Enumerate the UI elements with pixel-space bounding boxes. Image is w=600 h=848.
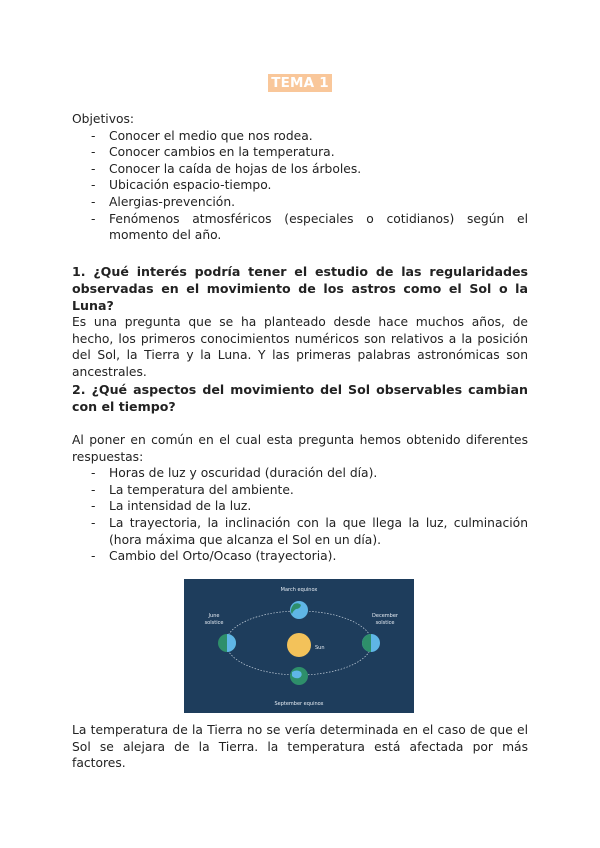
december-solstice-label-1: December (372, 613, 398, 619)
list-item: - Cambio del Orto/Ocaso (trayectoria). (72, 548, 528, 565)
earth-right-icon (362, 634, 380, 652)
list-item: - Conocer el medio que nos rodea. (72, 128, 528, 145)
objectives-section (72, 111, 528, 244)
june-solstice-label-1: June (208, 613, 220, 619)
objectives-list (72, 128, 528, 244)
question-1-answer: Es una pregunta que se ha planteado desde hace muchos años, de hecho, los primeros conocimientos numéricos son relativos a la posición del Sol, la Tierra y la Luna. Y las primeras palabras astronómicas son ancestrales. (72, 315, 528, 379)
earth-bottom-icon (290, 667, 308, 685)
earth-orbit-diagram (184, 579, 414, 713)
sun-icon (287, 633, 311, 657)
document-title: TEMA 1 (268, 74, 332, 92)
question-2-intro: Al poner en común en el cual esta pregunta hemos obtenido diferentes respuestas: (72, 433, 528, 464)
question-2-heading: 2. ¿Qué aspectos del movimiento del Sol observables cambian con el tiempo? (72, 382, 528, 414)
list-item: - Ubicación espacio-tiempo. (72, 177, 528, 194)
earth-top-icon (290, 601, 308, 619)
question-2-body (72, 432, 528, 565)
list-item: - Alergias-prevención. (72, 194, 528, 211)
december-solstice-label-2: solstice (375, 620, 395, 626)
earth-left-icon (218, 634, 236, 652)
orbit-svg (184, 579, 414, 713)
list-item: - La temperatura del ambiente. (72, 482, 528, 499)
september-equinox-label: September equinox (274, 701, 324, 707)
objectives-heading: Objetivos: (72, 112, 135, 126)
list-item: - Conocer cambios en la temperatura. (72, 144, 528, 161)
june-solstice-label-2: solstice (204, 620, 224, 626)
list-item: - Horas de luz y oscuridad (duración del día). (72, 465, 528, 482)
list-item: - La trayectoria, la inclinación con la que llega la luz, culminación (hora máxima que alcanza el Sol en un día). (72, 515, 528, 548)
list-item: - Conocer la caída de hojas de los árboles. (72, 161, 528, 178)
list-item: - Fenómenos atmosféricos (especiales o cotidianos) según el momento del año. (72, 211, 528, 244)
sun-label: Sun (315, 645, 325, 651)
list-item: - La intensidad de la luz. (72, 498, 528, 515)
march-equinox-label: March equinox (280, 587, 318, 593)
question-2-conclusion: La temperatura de la Tierra no se vería determinada en el caso de que el Sol se alejara de la Tierra. la temperatura está afectada por más factores. (72, 723, 528, 771)
question-2-list (72, 465, 528, 565)
question-1-heading: 1. ¿Qué interés podría tener el estudio de las regularidades observadas en el movimiento de los astros como el Sol o la Luna? (72, 264, 528, 313)
